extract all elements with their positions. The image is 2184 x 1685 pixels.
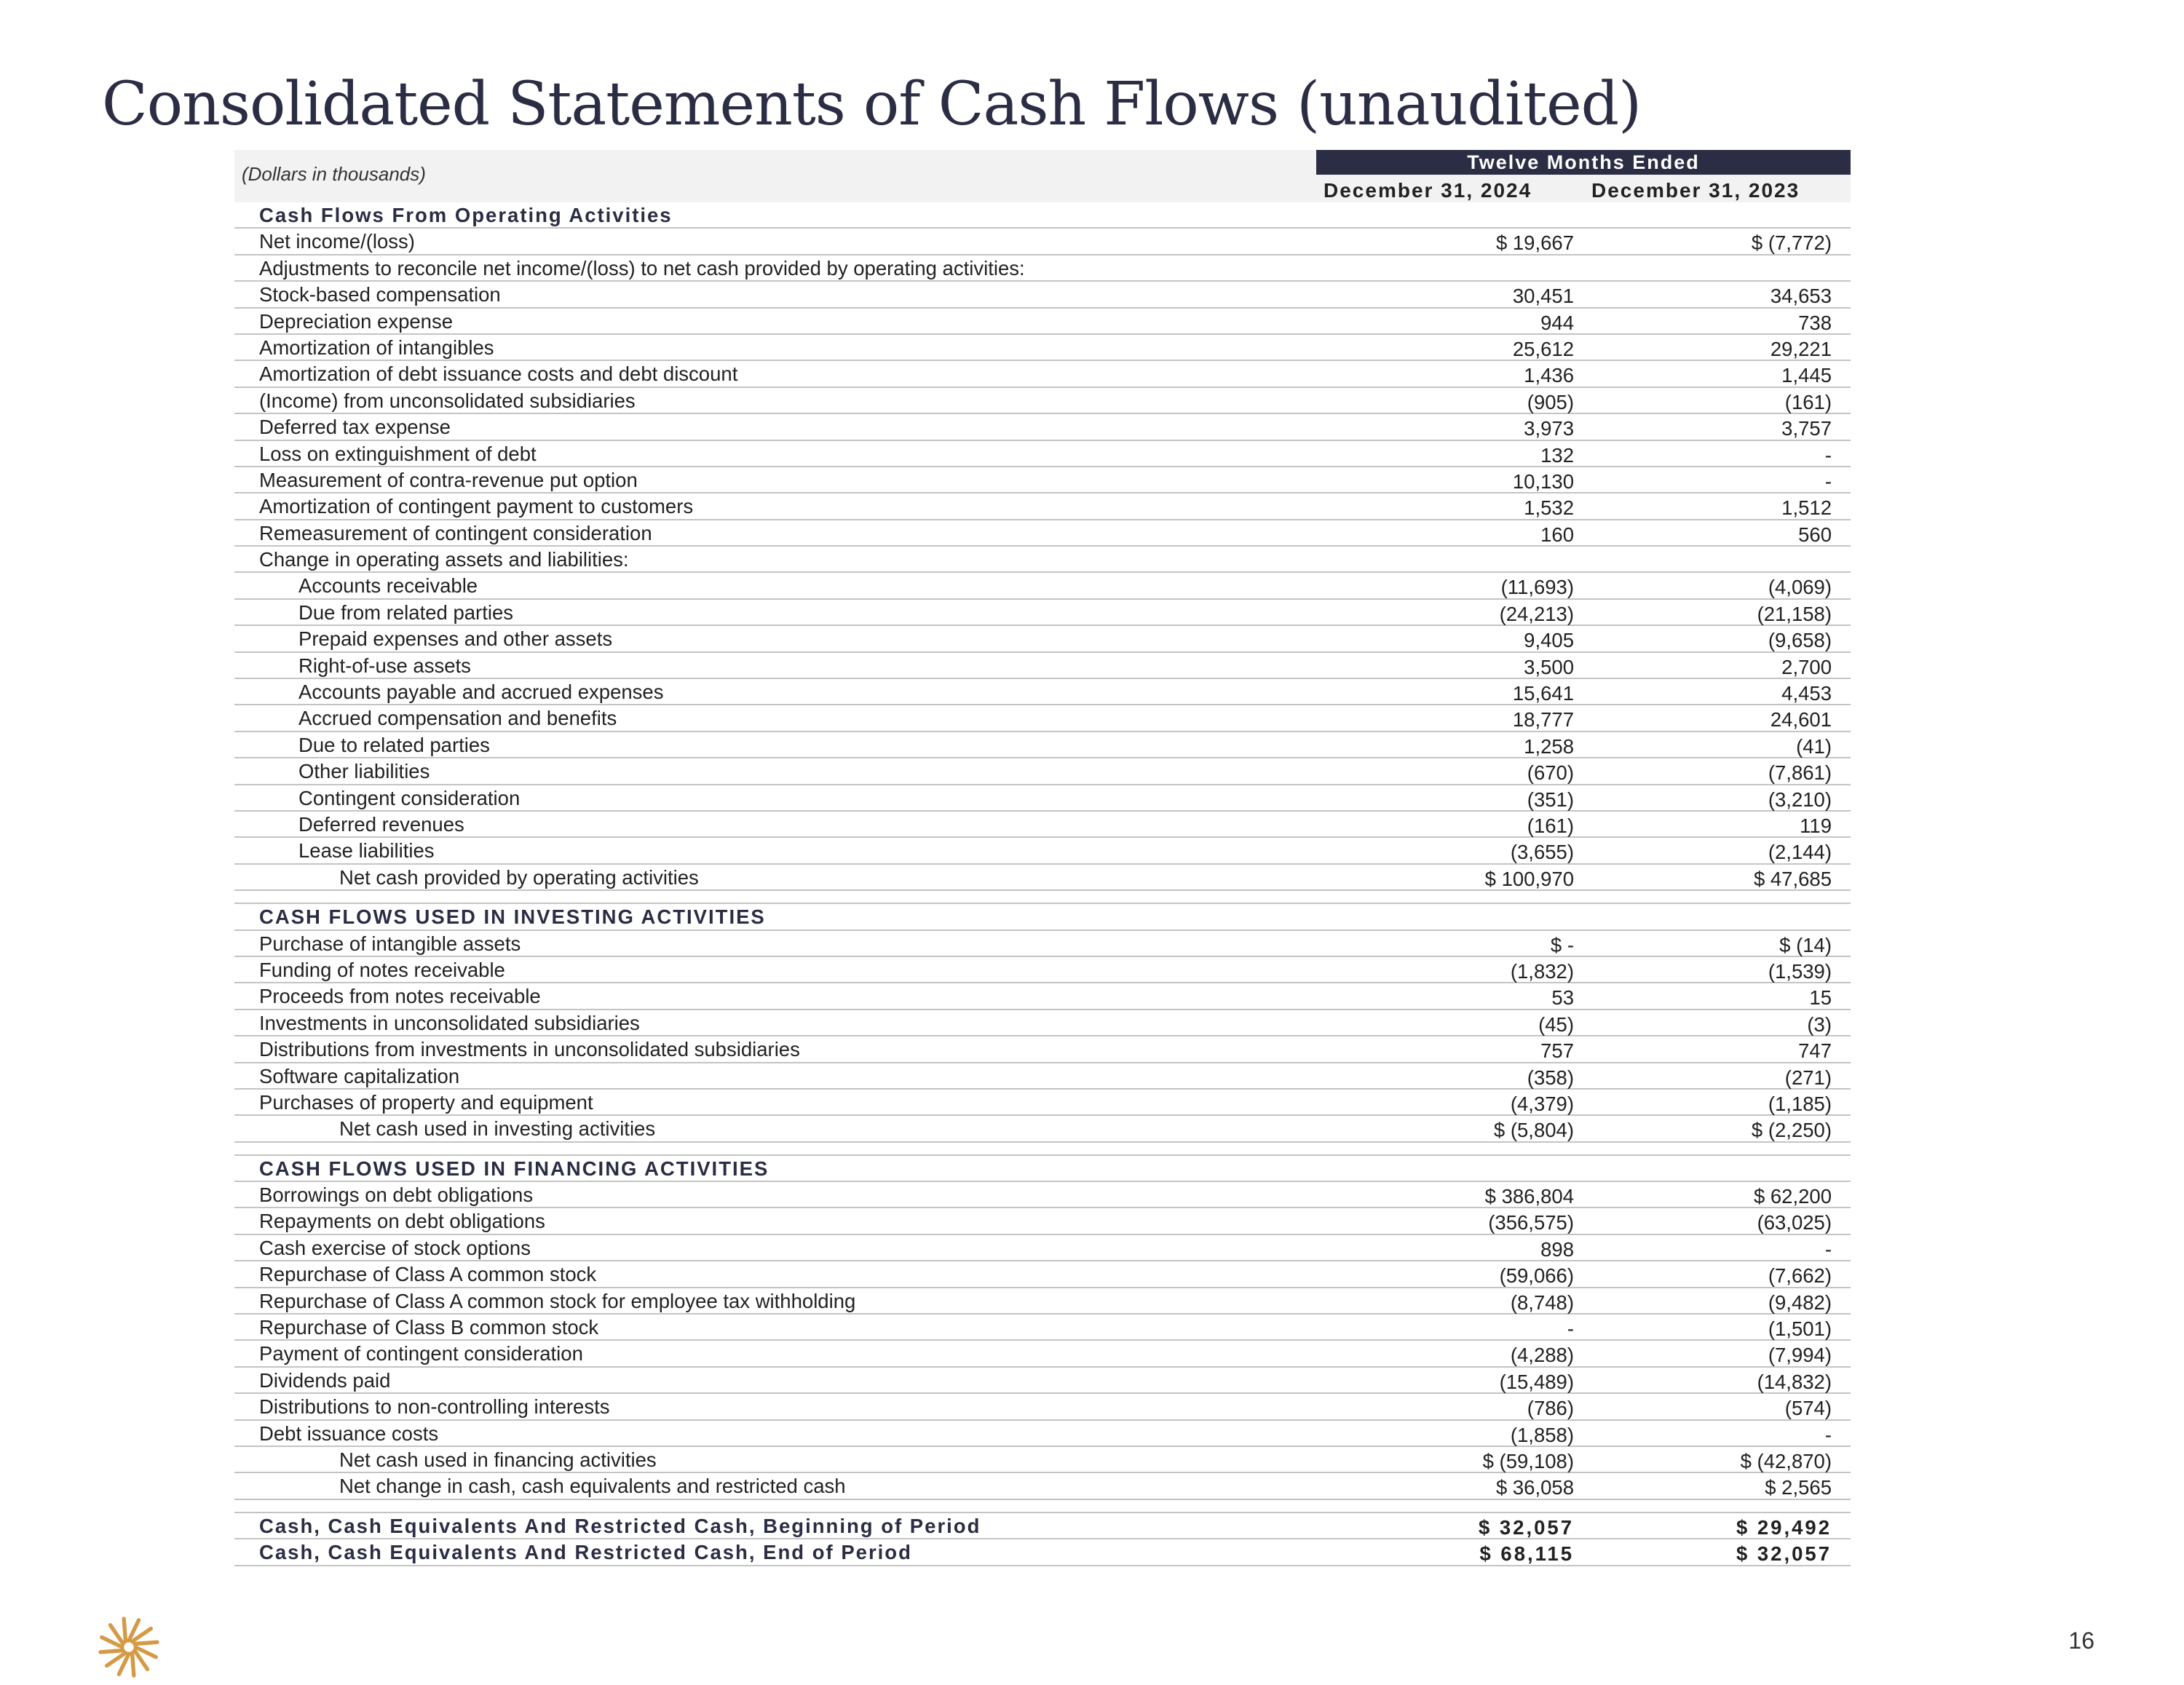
value-2024: 30,451 [1512,285,1574,308]
value-2023: (574) [1784,1397,1832,1420]
table-row [234,1235,1851,1261]
table-row [234,983,1851,1010]
row-label: Software capitalization [259,1064,460,1087]
table-row [234,1341,1851,1367]
value-2024: 10,130 [1512,469,1574,493]
table-row [234,705,1851,732]
row-label: Repayments on debt obligations [259,1210,545,1233]
row-label: Distributions from investments in unconsolidated subsidiaries [259,1038,800,1061]
section-heading-row [234,1156,1851,1182]
row-label: Payment of contingent consideration [259,1342,583,1365]
value-2024: $ 386,804 [1484,1185,1574,1208]
value-2024: 898 [1540,1237,1574,1261]
value-2024: 944 [1540,311,1574,334]
row-label: Loss on extinguishment of debt [259,442,537,465]
row-label: Depreciation expense [259,309,454,333]
row-label: Proceeds from notes receivable [259,985,541,1008]
table-row [234,1315,1851,1341]
value-2024: 1,258 [1524,734,1574,758]
page-number: 16 [2068,1627,2094,1654]
value-2023: - [1824,1237,1832,1261]
value-2023: (1,185) [1768,1092,1832,1115]
value-2024: (1,832) [1510,959,1574,983]
value-2023: 29,221 [1770,337,1832,360]
row-label: Deferred tax expense [259,416,451,439]
value-2024: (11,693) [1500,576,1574,599]
value-2024: (15,489) [1499,1370,1574,1393]
value-2024: 757 [1540,1039,1574,1063]
table-row [234,1010,1851,1036]
row-label: Cash exercise of stock options [259,1236,531,1259]
table-row [234,1036,1851,1063]
value-2024: (45) [1538,1012,1574,1036]
value-2024: (4,288) [1510,1344,1574,1367]
row-label: (Income) from unconsolidated subsidiaries [259,389,636,412]
value-2023: (7,861) [1768,761,1832,785]
value-2023: $ (7,772) [1751,231,1832,255]
value-2023: (7,994) [1768,1344,1832,1367]
table-body [234,202,1851,1566]
value-2023: (41) [1796,734,1832,758]
value-2023: (2,144) [1768,841,1832,864]
table-row [234,547,1851,573]
value-2023: 738 [1798,311,1832,334]
value-2024: $ - [1550,933,1574,956]
value-2023: (3) [1807,1012,1832,1036]
value-2024: 3,973 [1524,417,1574,440]
table-row [234,1116,1851,1142]
table-row [234,414,1851,440]
row-label: Prepaid expenses and other assets [298,627,613,651]
row-label: Repurchase of Class A common stock [259,1263,597,1286]
table-row [234,493,1851,520]
value-2024: (3,655) [1510,841,1574,864]
row-label: Purchases of property and equipment [259,1090,593,1114]
value-2024: 1,532 [1524,496,1574,520]
value-2023: - [1824,1423,1832,1446]
row-label: Amortization of intangibles [259,336,494,359]
row-label: CASH FLOWS USED IN FINANCING ACTIVITIES [259,1157,769,1180]
value-2023: (21,158) [1757,602,1832,625]
value-2024: 53 [1551,986,1574,1010]
value-2023: 1,512 [1781,496,1832,520]
section-heading-row [234,904,1851,930]
value-2024: (1,858) [1510,1423,1574,1446]
row-label: Net change in cash, cash equivalents and restricted cash [339,1475,846,1498]
table-row [234,388,1851,414]
row-label: Net cash used in financing activities [339,1448,657,1471]
cash-flow-table [234,150,1851,1566]
value-2024: $ 100,970 [1484,867,1574,890]
table-row [234,732,1851,758]
value-2023: 3,757 [1781,417,1832,440]
row-label: Borrowings on debt obligations [259,1184,534,1207]
row-label: Cash, Cash Equivalents And Restricted Cash, End of Period [259,1541,912,1564]
row-label: Contingent consideration [298,786,521,809]
section-heading-row [234,202,1851,229]
value-2024: 3,500 [1524,655,1574,678]
table-row [234,282,1851,308]
table-row [234,600,1851,626]
table-row [234,931,1851,957]
table-row [234,573,1851,599]
value-2023: 4,453 [1781,682,1832,705]
value-2024: $ 32,057 [1478,1515,1574,1539]
value-2023: 747 [1798,1039,1832,1063]
row-label: Remeasurement of contingent consideration [259,521,652,544]
page-title: Consolidated Statements of Cash Flows (unaudited) [102,70,1642,139]
units-note: (Dollars in thousands) [242,163,426,185]
row-label: Debt issuance costs [259,1422,439,1445]
row-label: Accounts receivable [298,574,478,598]
value-2024: (905) [1527,390,1574,413]
value-2024: 9,405 [1524,629,1574,652]
value-2024: 18,777 [1512,708,1574,732]
value-2024: 1,436 [1524,364,1574,387]
value-2024: (24,213) [1499,602,1574,625]
table-row [234,520,1851,547]
value-2024: (59,066) [1499,1264,1574,1288]
row-label: Dividends paid [259,1368,391,1392]
row-label: Cash, Cash Equivalents And Restricted Cash, Beginning of Period [259,1514,981,1537]
table-row [234,255,1851,282]
table-row [234,957,1851,983]
value-2023: 560 [1798,523,1832,546]
table-row [234,653,1851,679]
row-label: Accrued compensation and benefits [298,707,617,730]
value-2023: $ 32,057 [1736,1542,1832,1566]
value-2023: (9,482) [1768,1290,1832,1314]
table-row [234,1090,1851,1116]
row-label: Amortization of debt issuance costs and debt discount [259,362,738,386]
value-2024: 160 [1540,523,1574,546]
table-row [234,679,1851,705]
table-row [234,838,1851,864]
value-2024: 15,641 [1512,682,1574,705]
table-row [234,1182,1851,1208]
row-label: Lease liabilities [298,839,435,863]
value-2024: $ (59,108) [1482,1449,1574,1472]
value-2024: - [1567,1317,1574,1341]
value-2023: $ (42,870) [1740,1449,1832,1472]
company-logo-icon [96,1614,162,1680]
table-row [234,1208,1851,1234]
row-label: Repurchase of Class A common stock for employee tax withholding [259,1289,856,1312]
column-header-2024: December 31, 2024 [1324,179,1532,202]
value-2023: 15 [1809,986,1832,1010]
row-label: Right-of-use assets [298,654,471,677]
row-label: Measurement of contra-revenue put option [259,468,638,491]
table-row [234,1421,1851,1447]
value-2023: 1,445 [1781,364,1832,387]
value-2023: (7,662) [1768,1264,1832,1288]
table-row [234,1288,1851,1315]
table-row [234,758,1851,785]
value-2023: (161) [1784,390,1832,413]
value-2023: (9,658) [1768,629,1832,652]
value-2023: (1,501) [1768,1317,1832,1341]
value-2023: $ (14) [1779,933,1832,956]
value-2024: (356,575) [1488,1211,1574,1234]
value-2024: (786) [1527,1397,1574,1420]
row-label: Repurchase of Class B common stock [259,1316,599,1339]
table-row [234,335,1851,361]
value-2023: $ 29,492 [1736,1515,1832,1539]
value-2023: 24,601 [1770,708,1832,732]
row-label: Distributions to non-controlling interests [259,1395,610,1419]
row-label: Cash Flows From Operating Activities [259,204,673,226]
table-row [234,785,1851,812]
table-row [234,309,1851,335]
value-2023: (1,539) [1768,959,1832,983]
row-label: Net cash used in investing activities [339,1117,656,1141]
row-label: Due from related parties [298,600,513,624]
value-2024: (161) [1527,814,1574,837]
value-2024: (358) [1527,1066,1574,1089]
table-row [234,467,1851,493]
column-header-2023: December 31, 2023 [1591,179,1800,202]
table-row [234,361,1851,387]
table-row [234,1513,1851,1539]
value-2024: (670) [1527,761,1574,785]
value-2024: $ 19,667 [1495,231,1574,255]
value-2024: $ 68,115 [1479,1542,1574,1566]
row-label: Net cash provided by operating activities [339,865,699,889]
value-2023: - [1824,469,1832,493]
row-label: Funding of notes receivable [259,958,505,981]
table-row [234,1473,1851,1499]
value-2023: (63,025) [1757,1211,1832,1234]
row-label: Net income/(loss) [259,230,415,253]
spacer-row [234,1143,1851,1156]
value-2023: $ (2,250) [1751,1119,1832,1142]
value-2024: $ 36,058 [1495,1476,1574,1499]
table-header [234,150,1851,202]
row-label: Investments in unconsolidated subsidiaries [259,1011,640,1034]
row-label: Amortization of contingent payment to customers [259,495,694,518]
table-row [234,441,1851,467]
value-2023: (4,069) [1768,576,1832,599]
table-row [234,1539,1851,1566]
table-row [234,1261,1851,1288]
row-label: Purchase of intangible assets [259,932,521,955]
value-2023: 119 [1800,814,1832,837]
value-2024: $ (5,804) [1493,1119,1574,1142]
spacer-row [234,891,1851,904]
row-label: Change in operating assets and liabilities: [259,548,629,571]
value-2024: 132 [1540,443,1574,467]
table-row [234,1394,1851,1420]
value-2023: (14,832) [1757,1370,1832,1393]
value-2023: - [1824,443,1832,467]
value-2024: (8,748) [1510,1290,1574,1314]
row-label: Adjustments to reconcile net income/(loss) to net cash provided by operating activities: [259,256,1025,279]
value-2024: (351) [1527,788,1574,811]
spacer-row [234,1500,1851,1513]
table-row [234,812,1851,838]
period-header: Twelve Months Ended [1316,150,1851,175]
value-2023: (3,210) [1768,788,1832,811]
value-2023: 34,653 [1770,285,1832,308]
value-2023: (271) [1784,1066,1832,1089]
row-label: CASH FLOWS USED IN INVESTING ACTIVITIES [259,905,766,929]
table-row [234,1447,1851,1473]
table-row [234,1368,1851,1394]
table-row [234,229,1851,255]
value-2024: (4,379) [1510,1092,1574,1115]
row-label: Other liabilities [298,760,430,783]
row-label: Deferred revenues [298,812,464,836]
value-2024: 25,612 [1512,337,1574,360]
table-row [234,1063,1851,1090]
table-row [234,626,1851,652]
row-label: Accounts payable and accrued expenses [298,681,664,704]
row-label: Stock-based compensation [259,283,501,306]
table-row [234,865,1851,891]
value-2023: $ 62,200 [1753,1185,1832,1208]
value-2023: $ 2,565 [1765,1476,1832,1499]
value-2023: $ 47,685 [1753,867,1832,890]
row-label: Due to related parties [298,733,490,756]
value-2023: 2,700 [1781,655,1832,678]
